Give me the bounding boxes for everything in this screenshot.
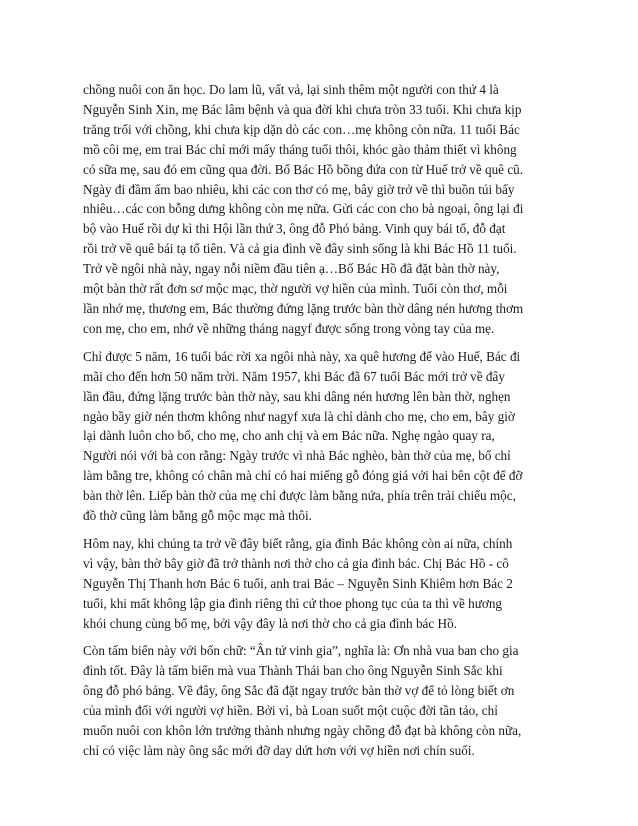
text-line: Nguyễn Thị Thanh hơn Bác 6 tuổi, anh trai Bác – Nguyễn Sinh Khiêm hơn Bác 2 (83, 575, 513, 591)
text-line: chỉ có việc làm này ông sắc mới đỡ day dứt hơn với vợ hiền nơi chín suối. (83, 743, 475, 758)
text-line: một bàn thờ rất đơn sơ mộc mạc, thờ người vợ hiền của mình. Tuổi còn thơ, mỗi (83, 281, 508, 297)
text-line: làm bằng tre, không có chân mà chỉ có hai miếng gỗ đóng giá với hai bên cột để đỡ (83, 468, 523, 484)
text-line: Còn tấm biển này với bốn chữ: “Ân tứ vinh gia”, nghĩa là: Ơn nhà vua ban cho gia (83, 643, 519, 659)
text-line: nhiêu…các con bỗng dưng không còn mẹ nữa. Gửi các con cho bà ngoại, ông lại đi (83, 201, 524, 217)
text-line: bộ vào Huế rồi dự kì thi Hội lần thứ 3, ông đỗ Phó bảng. Vinh quy bái tổ, đỗ đạt (83, 221, 506, 237)
text-line: lần đầu, đứng lặng trước bàn thờ này, sau khi dâng nén hương lên bàn thờ, nghẹn (83, 388, 511, 404)
text-line: Ngày đi đầm ấm bao nhiêu, khi các con thơ có mẹ, bây giờ trở về thì buồn túi bấy (83, 181, 515, 197)
text-line: Trở về ngôi nhà này, ngay nỗi niềm đầu tiên ạ…Bố Bác Hồ đã đặt bàn thờ này, (83, 261, 500, 277)
text-line: lại dành luôn cho bố, cho mẹ, cho anh chị và em Bác nữa. Nghẹ ngào quay ra, (83, 428, 495, 444)
text-line: muốn nuôi con khôn lớn trưởng thành nhưng ngày chồng đỗ đạt bà không còn nữa, (83, 723, 522, 739)
text-line: đình tốt. Đây là tấm biển mà vua Thành Thái ban cho ông Nguyễn Sinh Sắc khi (83, 663, 503, 679)
text-line: Người nói với bà con rằng: Ngày trước vì nhà Bác nghèo, bàn thờ của mẹ, bố chỉ (83, 448, 511, 464)
paragraph-3 (83, 534, 573, 634)
text-line: tuổi, khi mất không lập gia đình riêng thì cứ thoe phong tục của ta thì về hương (83, 595, 503, 611)
text-line: khói chung cùng bố mẹ, bởi vậy đây là nơi thờ cho cả gia đình bác Hồ. (83, 615, 457, 631)
text-line: mãi cho đến hơn 50 năm trời. Năm 1957, khi Bác đã 67 tuổi Bác mới trở về đây (83, 368, 505, 384)
text-line: Hôm nay, khi chúng ta trở về đây biết rằng, gia đình Bác không còn ai nữa, chính (83, 535, 513, 551)
text-line: lần nhớ mẹ, thương em, Bác thường đứng lặng trước bàn thờ dâng nén hương thơm (83, 300, 524, 316)
paragraph-2 (83, 347, 573, 526)
text-line: đồ thờ cũng làm bằng gỗ mộc mạc mà thôi. (83, 508, 312, 524)
text-line: ông đỗ phó bảng. Về đây, ông Sắc đã đặt ngay trước bàn thờ vợ để tỏ lòng biết ơn (83, 683, 515, 699)
paragraph-4 (83, 641, 573, 760)
text-line: rồi trở về quê bái tạ tổ tiên. Và cả gia đình về đây sinh sống là khi Bác Hồ 11 tuổi. (83, 241, 517, 257)
text-line: của mình đối với người vợ hiền. Bởi vì, bà Loan suốt một cuộc đời tần tảo, chỉ (83, 703, 498, 719)
text-line: chồng nuôi con ăn học. Do lam lũ, vất vả, lại sinh thêm một người con thứ 4 là (83, 82, 499, 97)
text-line: trăng trối với chồng, khi chưa kịp dặn dò các con…mẹ không còn nữa. 11 tuổi Bác (83, 121, 520, 137)
document-page (83, 80, 573, 769)
text-line: con mẹ, cho em, nhớ về những tháng nagyf được sống trong vòng tay của mẹ. (83, 320, 495, 336)
text-line: vì vậy, bàn thờ bây giờ đã trở thành nơi thờ cho cả gia đình bác. Chị Bác Hồ - cô (83, 555, 509, 571)
text-line: Nguyễn Sinh Xin, mẹ Bác lâm bệnh và qua đời khi chưa tròn 33 tuổi. Khi chưa kịp (83, 101, 522, 117)
text-line: có sữa mẹ, sau đó em cũng qua đời. Bố Bác Hồ bồng đứa con từ Huế trở về quê cũ. (83, 161, 524, 177)
paragraph-1 (83, 80, 573, 339)
text-line: mồ côi mẹ, em trai Bác chỉ mới mấy tháng tuổi thôi, khóc gào thảm thiết vì không (83, 141, 517, 157)
text-line: Chỉ được 5 năm, 16 tuổi bác rời xa ngôi nhà này, xa quê hương để vào Huế, Bác đi (83, 348, 521, 364)
text-line: bàn thờ lên. Liếp bàn thờ của mẹ chỉ được làm bằng nứa, phía trên trải chiếu mộc, (83, 488, 516, 504)
text-line: ngào bầy giờ nén thơm không như nagyf xưa là chỉ dành cho mẹ, cho em, bây giờ (83, 408, 515, 424)
